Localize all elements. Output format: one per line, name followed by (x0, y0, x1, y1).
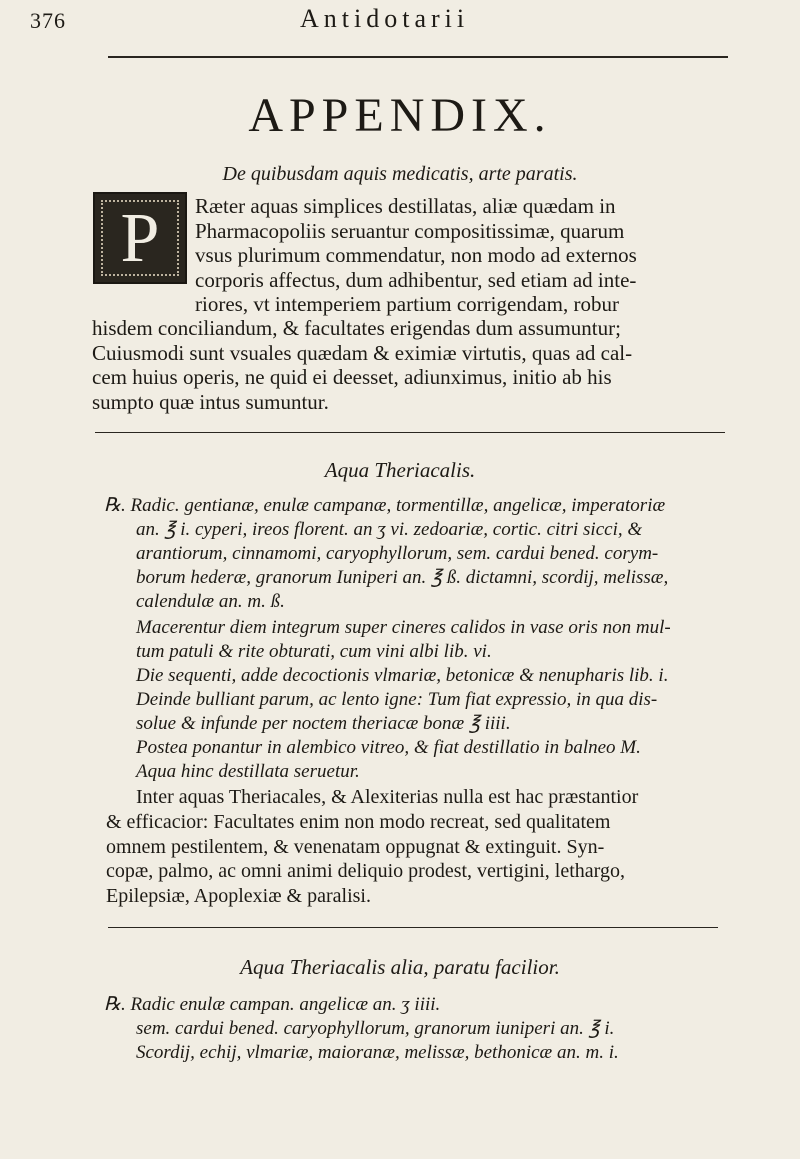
initial-letter: P (120, 200, 160, 277)
text-line: Ræter aquas simplices destillatas, aliæ quædam in (195, 194, 616, 218)
text-line: Inter aquas Theriacales, & Alexiterias nulla est hac præstantior (136, 786, 639, 808)
text-line: corporis affectus, dum adhibentur, sed etiam ad inte- (195, 267, 637, 292)
intro-paragraph-full (92, 316, 782, 414)
directions-line: tum patuli & rite obturati, cum vini albi lib. vi. (136, 641, 492, 662)
text-line: hisdem conciliandum, & facultates erigendas dum assumuntur; (92, 316, 621, 340)
directions-line: Aqua hinc destillata seruetur. (136, 761, 360, 782)
directions-line: Postea ponantur in alembico vitreo, & fiat destillatio in balneo M. (136, 737, 641, 758)
text-line: Epilepsiæ, Apoplexiæ & paralisi. (106, 884, 371, 907)
section-divider (108, 927, 718, 928)
directions-line: solue & infunde per noctem theriacæ bonæ ℥ iiii. (136, 713, 511, 734)
intro-paragraph-indented-2 (195, 292, 777, 317)
directions-line: Die sequenti, adde decoctionis vlmariæ, betonicæ & nenupharis lib. i. (136, 665, 669, 686)
text-line: Pharmacopoliis seruantur compositissimæ, quarum (195, 218, 625, 243)
intro-paragraph-indented (195, 194, 777, 292)
directions-line: Deinde bulliant parum, ac lento igne: Tum fiat expressio, in qua dis- (136, 689, 658, 710)
section2-heading: Aqua Theriacalis alia, paratu facilior. (240, 955, 560, 979)
section-divider (95, 432, 725, 433)
section1-directions (136, 616, 786, 784)
running-title: Antidotarii (300, 4, 470, 33)
section1-recipe (104, 494, 784, 614)
decorated-initial-icon (93, 192, 187, 284)
text-line: vsus plurimum commendatur, non modo ad externos (195, 243, 637, 267)
text-line: sumpto quæ intus sumuntur. (92, 389, 329, 414)
text-line: cem huius operis, ne quid ei deesset, adiunximus, initio ab his (92, 365, 612, 389)
recipe-line: ℞. Radic enulæ campan. angelicæ an. ʒ iiii. (104, 994, 441, 1015)
page-title: APPENDIX. (248, 89, 552, 142)
recipe-line: an. ℥ i. cyperi, ireos florent. an ʒ vi. zedoariæ, cortic. citri sicci, & (136, 519, 643, 540)
section2-recipe (104, 993, 784, 1065)
section1-commentary-cont (106, 810, 784, 908)
recipe-line: sem. cardui bened. caryophyllorum, granorum iuniperi an. ℥ i. (136, 1018, 615, 1039)
text-line: omnem pestilentem, & venenatam oppugnat & extinguit. Syn- (106, 835, 605, 858)
recipe-line: arantiorum, cinnamomi, caryophyllorum, sem. cardui bened. corym- (136, 543, 659, 564)
text-line: Cuiusmodi sunt vsuales quædam & eximiæ virtutis, quas ad cal- (92, 340, 633, 365)
text-line: copæ, palmo, ac omni animi deliquio prodest, vertigini, lethargo, (106, 860, 625, 882)
recipe-line: calendulæ an. m. ß. (136, 591, 285, 612)
section1-heading: Aqua Theriacalis. (324, 458, 476, 482)
text-line: riores, vt intemperiem partium corrigendam, robur (195, 292, 619, 316)
section1-commentary (136, 785, 784, 810)
recipe-line: Scordij, echij, vlmariæ, maioranæ, melissæ, bethonicæ an. m. i. (136, 1042, 619, 1063)
directions-line: Macerentur diem integrum super cineres calidos in vase oris non mul- (136, 617, 671, 638)
recipe-line: borum hederæ, granorum Iuniperi an. ℥ ß. dictamni, scordij, melissæ, (136, 567, 669, 588)
text-line: & efficacior: Facultates enim non modo recreat, sed qualitatem (106, 811, 611, 833)
recipe-line: ℞. Radic. gentianæ, enulæ campanæ, tormentillæ, angelicæ, imperatoriæ (104, 495, 666, 516)
page-number: 376 (30, 8, 66, 33)
header-rule (108, 56, 728, 58)
page-subtitle: De quibusdam aquis medicatis, arte paratis. (222, 163, 578, 185)
